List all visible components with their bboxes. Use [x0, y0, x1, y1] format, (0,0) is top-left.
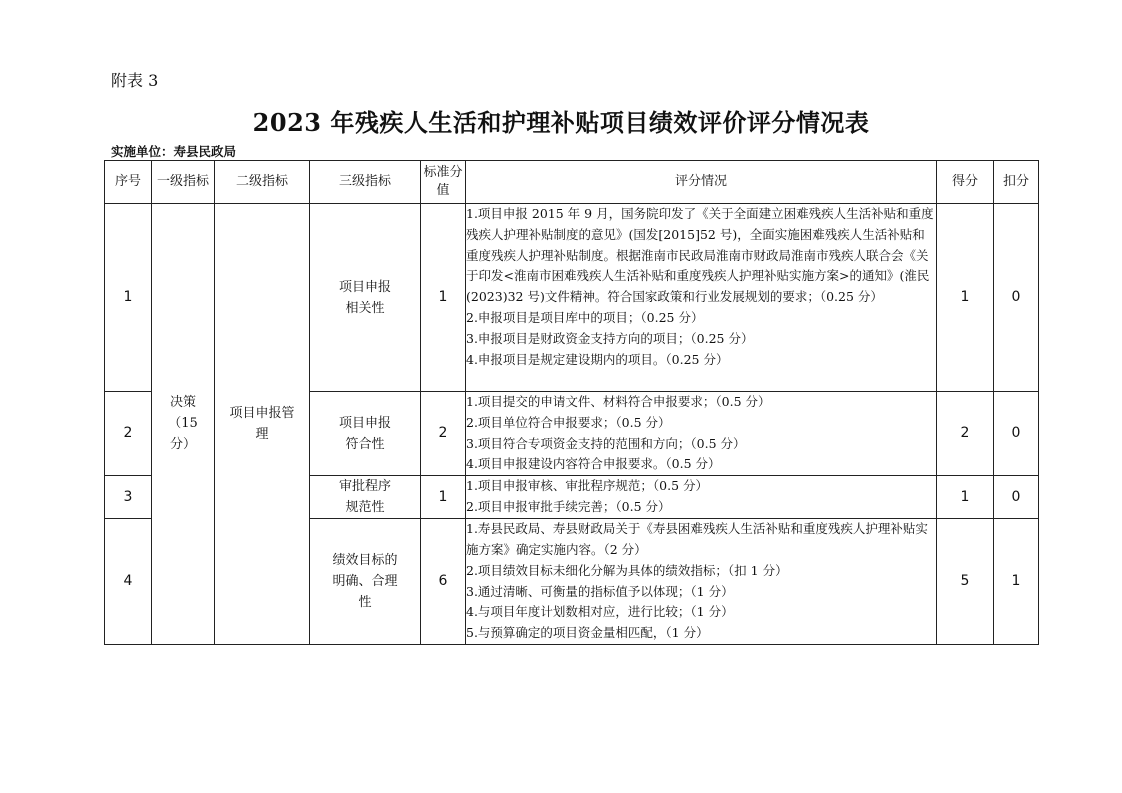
row-score: 1: [937, 204, 994, 392]
evaluation-line: 4.与项目年度计划数相对应，进行比较；（1 分）: [466, 604, 734, 620]
level1-text: 决策（15 分）: [168, 395, 198, 453]
evaluation-line: 2.申报项目是项目库中的项目；（0.25 分）: [466, 309, 704, 325]
row-evaluation: [466, 476, 937, 519]
row-evaluation: [466, 519, 937, 645]
evaluation-line: 2.项目申报审批手续完善；（0.5 分）: [466, 498, 671, 514]
row-level3: [310, 476, 421, 519]
row-level3: [310, 204, 421, 392]
row-level3: [310, 519, 421, 645]
row-evaluation: [466, 392, 937, 476]
row-level3-text: 审批程序规范性: [338, 479, 391, 516]
header-evaluation: 评分情况: [466, 161, 937, 204]
document-title: 2023 年残疾人生活和护理补贴项目绩效评价评分情况表: [252, 108, 870, 137]
level1-cell: [152, 204, 215, 645]
row-deduction: 0: [994, 204, 1039, 392]
header-level1: 一级指标: [152, 161, 215, 204]
evaluation-line: 1.寿县民政局、寿县财政局关于《寿县困难残疾人生活补贴和重度残疾人护理补贴实施方案》确定实施内容。（2 分）: [466, 521, 928, 557]
row-standard: 1: [421, 476, 466, 519]
row-seq: 3: [105, 476, 152, 519]
row-score: 1: [937, 476, 994, 519]
level2-text: 项目申报管理: [229, 405, 295, 442]
evaluation-line: 4.申报项目是规定建设期内的项目。（0.25 分）: [466, 351, 729, 367]
row-seq: 1: [105, 204, 152, 392]
header-level2: 二级指标: [215, 161, 310, 204]
row-level3-text: 绩效目标的明确、合理性: [332, 553, 398, 611]
evaluation-line: 5.与预算确定的项目资金量相匹配，（1 分）: [466, 625, 709, 641]
row-deduction: 0: [994, 476, 1039, 519]
evaluation-line: 3.通过清晰、可衡量的指标值予以体现；（1 分）: [466, 583, 734, 599]
row-level3: [310, 392, 421, 476]
row-standard: 2: [421, 392, 466, 476]
attachment-label: 附表 3: [111, 71, 159, 90]
evaluation-line: 1.项目申报审核、审批程序规范；（0.5 分）: [466, 478, 709, 494]
row-seq: 4: [105, 519, 152, 645]
evaluation-line: 3.项目符合专项资金支持的范围和方向；（0.5 分）: [466, 435, 746, 451]
evaluation-line: 4.项目申报建设内容符合申报要求。（0.5 分）: [466, 456, 721, 472]
level2-cell: [215, 204, 310, 645]
evaluation-line: 3.申报项目是财政资金支持方向的项目；（0.25 分）: [466, 330, 754, 346]
header-score: 得分: [937, 161, 994, 204]
header-standard: 标准分值: [421, 161, 466, 204]
evaluation-line: 1.项目申报 2015 年 9 月，国务院印发了《关于全面建立困难残疾人生活补贴和重度残疾人护理补贴制度的意见》(国发[2015]52 号)，全面实施困难残疾人生活补贴和重度残疾人护理补贴制度。根据淮南市民政局淮南市财政局淮南市残疾人联合会《关于印发<淮南市困难残疾人生活补贴和重度残疾人护理补贴实施方案>的通知》(淮民(2023)32 号)文件精神。符合国家政策和行业发展规划的要求；（0.25 分）: [466, 206, 934, 305]
row-level3-text: 项目申报符合性: [338, 415, 391, 452]
evaluation-line: 2.项目绩效目标未细化分解为具体的绩效指标；（扣 1 分）: [466, 562, 788, 578]
row-evaluation: [466, 204, 937, 392]
row-deduction: 1: [994, 519, 1039, 645]
evaluation-line: 1.项目提交的申请文件、材料符合申报要求；（0.5 分）: [466, 394, 771, 409]
evaluation-table: [104, 160, 1039, 645]
row-score: 5: [937, 519, 994, 645]
implementing-unit: 实施单位：寿县民政局: [111, 144, 237, 159]
evaluation-line: 2.项目单位符合申报要求；（0.5 分）: [466, 414, 671, 430]
row-seq: 2: [105, 392, 152, 476]
row-deduction: 0: [994, 392, 1039, 476]
header-row: [105, 161, 1039, 204]
row-standard: 1: [421, 204, 466, 392]
row-standard: 6: [421, 519, 466, 645]
row-level3-text: 项目申报相关性: [338, 279, 391, 316]
header-level3: 三级指标: [310, 161, 421, 204]
row-score: 2: [937, 392, 994, 476]
header-deduction: 扣分: [994, 161, 1039, 204]
table-row: [105, 204, 1039, 392]
header-seq: 序号: [105, 161, 152, 204]
